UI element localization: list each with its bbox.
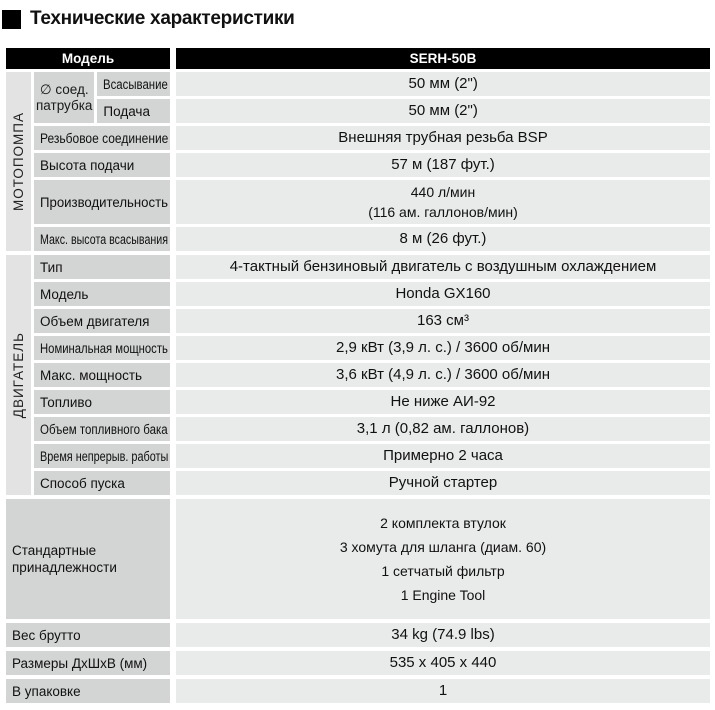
spec-label-text: Макс. высота всасывания: [40, 231, 169, 247]
spec-value-line: 50 мм (2"): [408, 102, 478, 119]
group-rows: [34, 72, 710, 251]
spec-value: [176, 336, 710, 360]
spec-label: [97, 72, 170, 96]
spec-value: [176, 651, 710, 675]
table-row: [34, 255, 710, 279]
spec-label: [6, 679, 170, 703]
group-label-cell: [6, 255, 31, 495]
spec-value: [176, 153, 710, 177]
spec-value-line: Внешняя трубная резьба BSP: [338, 129, 548, 146]
table-row: [6, 623, 710, 647]
spec-value: [176, 444, 710, 468]
spec-label: [34, 336, 170, 360]
spec-label: [34, 180, 170, 224]
pair-label-text: ∅ соед. патрубка: [36, 81, 93, 113]
spec-value: [176, 390, 710, 414]
table-row: [34, 72, 710, 123]
spec-value-line: 8 м (26 фут.): [399, 230, 487, 247]
table-body: [6, 72, 710, 703]
spec-value-line: 3 хомута для шланга (диам. 60): [339, 539, 547, 555]
spec-label-text: Производительность: [40, 194, 169, 210]
spec-value: [176, 255, 710, 279]
table-header-model-label: Модель: [6, 48, 170, 69]
spec-value: [176, 126, 710, 150]
spec-group: [6, 255, 710, 495]
table-header-row: [6, 48, 710, 69]
spec-label: [34, 363, 170, 387]
spec-value-line: 163 см³: [416, 312, 469, 329]
table-row: [34, 227, 710, 251]
spec-value-line: 1 Engine Tool: [400, 587, 486, 603]
spec-label: [6, 651, 170, 675]
spec-label: [34, 126, 170, 150]
spec-value-line: 3,1 л (0,82 ам. галлонов): [356, 420, 530, 437]
black-square-bullet-icon: [2, 10, 21, 29]
table-row: [97, 99, 710, 123]
spec-value-line: 535 x 405 x 440: [389, 654, 497, 671]
group-rows: [6, 499, 710, 703]
spec-value: [176, 72, 710, 96]
spec-value-line: Примерно 2 часа: [383, 447, 503, 464]
spec-label-text: Всасывание: [103, 76, 169, 92]
spec-value: [176, 623, 710, 647]
spec-label-text: Стандартные принадлежности: [12, 543, 117, 575]
spec-value: [176, 180, 710, 224]
spec-value-line: 1 сетчатый фильтр: [381, 563, 505, 579]
spec-label: [6, 499, 170, 619]
spec-label: [34, 153, 170, 177]
table-row: [6, 679, 710, 703]
spec-value: [176, 363, 710, 387]
spec-value-line: 2,9 кВт (3,9 л. с.) / 3600 об/мин: [335, 339, 550, 356]
spec-label-text: Способ пуска: [40, 475, 125, 491]
spec-label: [34, 390, 170, 414]
spec-label-text: Номинальная мощность: [40, 340, 168, 356]
spec-label: [34, 471, 170, 495]
spec-group: [6, 72, 710, 251]
table-row: [34, 126, 710, 150]
spec-value: [176, 309, 710, 333]
spec-value: [176, 227, 710, 251]
spec-label: [34, 309, 170, 333]
spec-table: [6, 48, 710, 703]
table-row: [34, 471, 710, 495]
spec-label-text: Топливо: [40, 394, 92, 410]
spec-value-line: Не ниже АИ-92: [390, 393, 496, 410]
pair-label: [34, 72, 94, 123]
section-header: [2, 5, 715, 33]
group-label-text: ДВИГАТЕЛЬ: [11, 331, 26, 419]
spec-label: [34, 255, 170, 279]
page-title: Технические характеристики: [30, 8, 295, 29]
spec-label: [34, 227, 170, 251]
spec-label-text: Модель: [40, 286, 89, 302]
spec-label-text: Объем двигателя: [40, 313, 150, 329]
spec-value-line: (116 ам. галлонов/мин): [368, 204, 518, 220]
spec-label: [34, 282, 170, 306]
spec-label: [97, 99, 170, 123]
table-row: [34, 309, 710, 333]
spec-value-line: 50 мм (2"): [408, 75, 478, 92]
spec-value: [176, 99, 710, 123]
spec-label-text: Объем топливного бака: [40, 421, 168, 437]
spec-value: [176, 417, 710, 441]
spec-value-line: 57 м (187 фут.): [391, 156, 495, 173]
spec-label-text: В упаковке: [12, 683, 81, 699]
table-row: [34, 153, 710, 177]
group-rows: [34, 255, 710, 495]
table-row: [34, 180, 710, 224]
spec-value-line: 34 kg (74.9 lbs): [391, 626, 495, 643]
spec-label-text: Резьбовое соединение: [40, 130, 169, 146]
pair-rows: [97, 72, 710, 123]
table-row: [34, 282, 710, 306]
spec-label-text: Время непрерыв. работы: [40, 448, 169, 464]
spec-group: [6, 499, 710, 703]
spec-value-line: 1: [438, 682, 448, 699]
spec-label-text: Размеры ДхШхВ (мм): [12, 655, 148, 671]
table-row: [6, 651, 710, 675]
spec-label: [34, 444, 170, 468]
table-row: [97, 72, 710, 96]
spec-value-line: Ручной стартер: [388, 474, 498, 491]
table-row: [34, 363, 710, 387]
spec-value: [176, 499, 710, 619]
spec-value-line: 4-тактный бензиновый двигатель с воздушным охлаждением: [229, 258, 657, 275]
spec-value-line: 2 комплекта втулок: [380, 515, 506, 531]
table-row: [34, 417, 710, 441]
spec-value-line: 3,6 кВт (4,9 л. с.) / 3600 об/мин: [335, 366, 550, 383]
spec-value: [176, 471, 710, 495]
table-row: [34, 444, 710, 468]
table-row: [6, 499, 710, 619]
table-header-model-value: SERH-50B: [176, 48, 710, 69]
spec-value: [176, 679, 710, 703]
spec-label: [34, 417, 170, 441]
spec-label-text: Подача: [103, 103, 150, 119]
spec-value-line: Honda GX160: [395, 285, 491, 302]
group-label-text: МОТОПОМПА: [11, 111, 26, 212]
spec-label-text: Вес брутто: [12, 627, 81, 643]
spec-value-line: 440 л/мин: [410, 184, 476, 200]
spec-label-text: Высота подачи: [40, 157, 135, 173]
spec-value: [176, 282, 710, 306]
table-row: [34, 390, 710, 414]
table-row: [34, 336, 710, 360]
group-label-cell: [6, 72, 31, 251]
spec-label: [6, 623, 170, 647]
spec-label-text: Тип: [40, 259, 63, 275]
spec-label-text: Макс. мощность: [40, 367, 143, 383]
